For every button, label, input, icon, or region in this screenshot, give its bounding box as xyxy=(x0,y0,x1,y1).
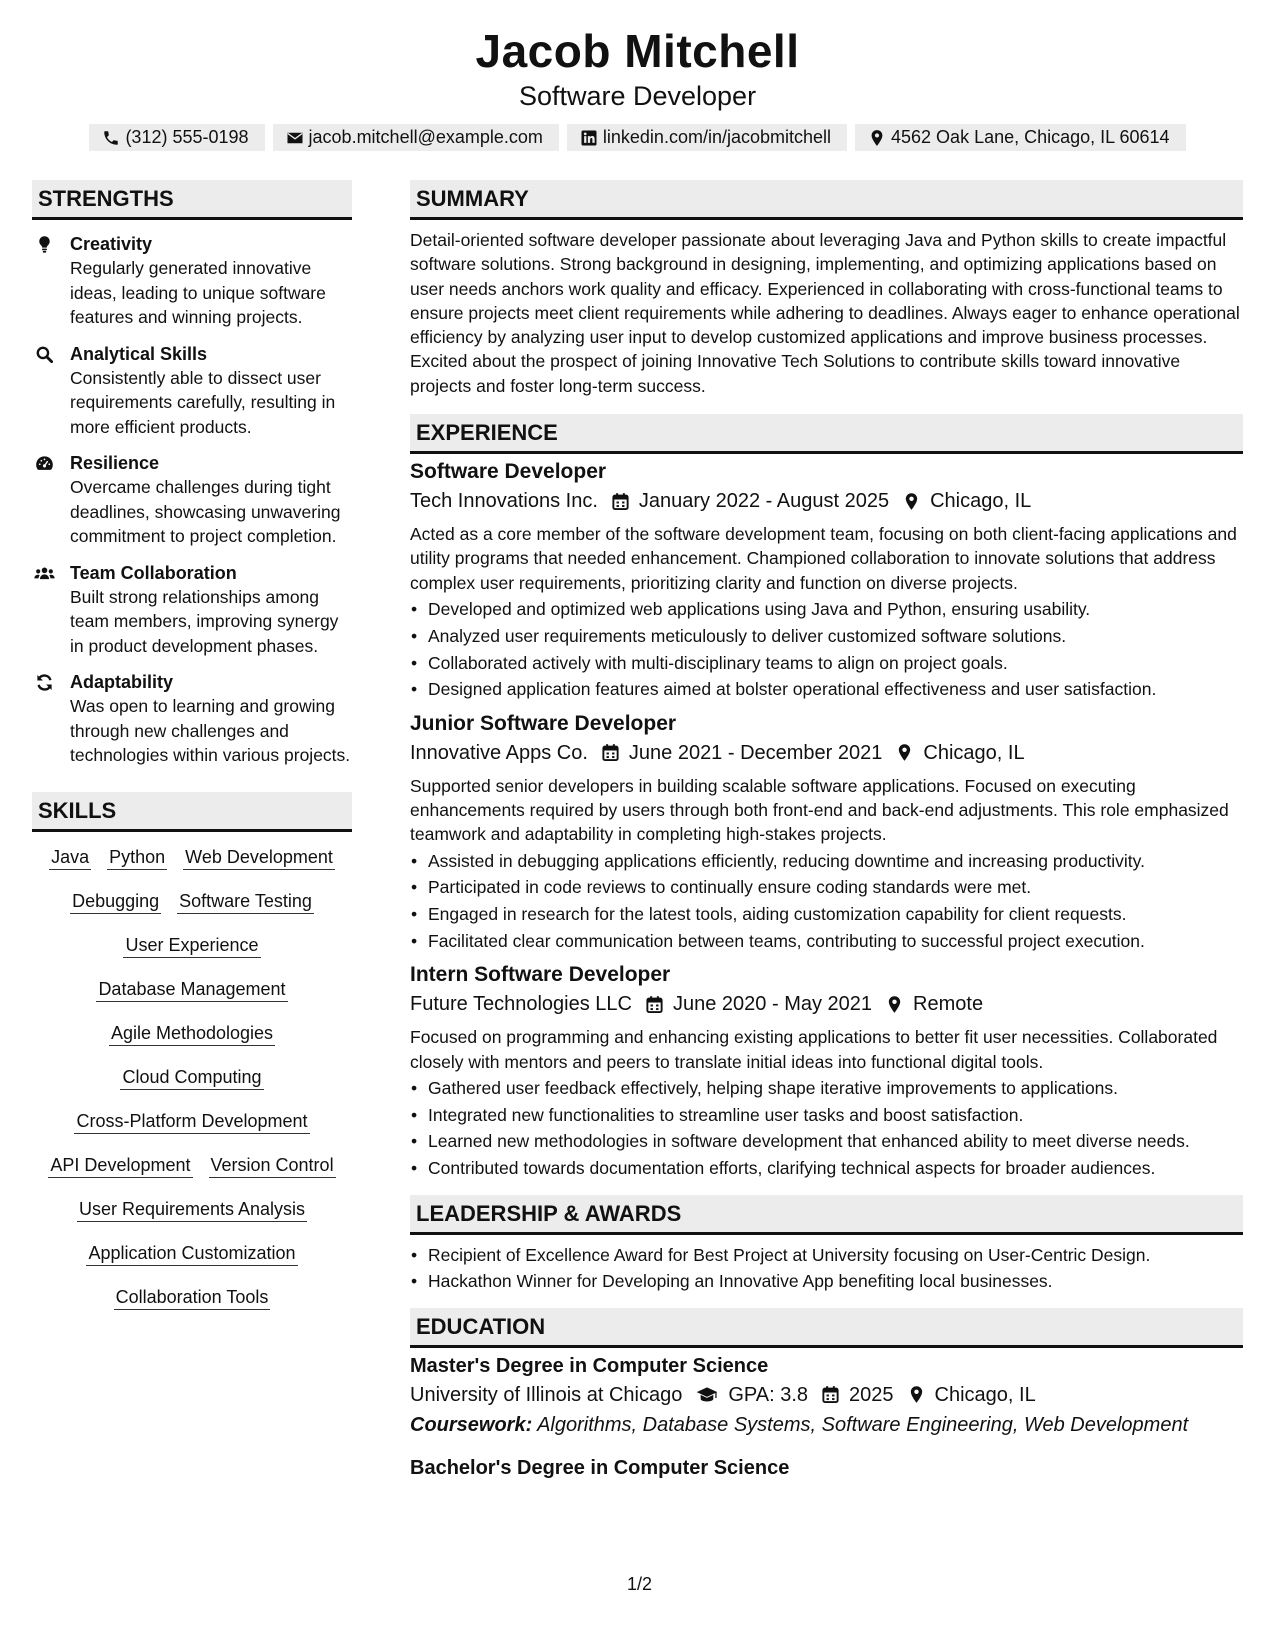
job-description: Acted as a core member of the software development team, focusing on both client-facing applications and utility programs that needed enhancement. Championed collaboration to innovate solutions that address complex user requirements, prioritizing clarity and function on diverse projects. xyxy=(410,524,1237,593)
linkedin-icon xyxy=(580,129,598,147)
phone-text: (312) 555-0198 xyxy=(125,127,249,147)
candidate-title: Software Developer xyxy=(518,81,757,111)
award-item: • Hackathon Winner for Developing an Innovative App benefiting local businesses. xyxy=(410,1269,1243,1293)
resume-header xyxy=(0,0,1275,151)
gpa: GPA: 3.8 xyxy=(728,1383,809,1406)
job-bullet: • Designed application features aimed at bolster operational effectiveness and user satisfaction. xyxy=(410,677,1243,701)
skill-tag: Application Customization xyxy=(86,1242,297,1266)
coursework-list: Algorithms, Database Systems, Software Engineering, Web Development xyxy=(537,1413,1189,1436)
phone-icon xyxy=(102,129,120,147)
page-number: 1/2 xyxy=(627,1574,653,1594)
job-bullet: • Participated in code reviews to continually ensure coding standards were met. xyxy=(410,875,1243,899)
skill-tag: Database Management xyxy=(96,978,287,1002)
map-pin-icon xyxy=(885,995,904,1014)
contact-email[interactable] xyxy=(273,124,559,151)
job-title: Intern Software Developer xyxy=(410,963,671,987)
strength-desc: Consistently able to dissect user requirements carefully, resulting in more efficient products. xyxy=(70,367,336,437)
education-entry xyxy=(410,1352,1243,1440)
map-pin-icon xyxy=(895,743,914,762)
strengths-heading: STRENGTHS xyxy=(32,180,352,220)
summary-text: Detail-oriented software developer passionate about leveraging Java and Python skills to create impactful software solutions. Strong background in designing, implementing, and optimizing applications based on user needs anchors work quality and efficacy. Experienced in collaborating with cross-functional teams to ensure projects meet client requirements while adhering to deadlines. Always eager to enhance operational efficiency by analyzing user input to develop customized applications and improve business processes. Excited about the prospect of joining Innovative Tech Solutions to contribute skills toward innovative projects and foster long-term success. xyxy=(410,230,1240,396)
job-company: Future Technologies LLC xyxy=(410,993,632,1016)
degree-title: Bachelor's Degree in Computer Science xyxy=(410,1456,790,1479)
calendar-icon xyxy=(611,492,630,511)
skill-tag: Python xyxy=(107,846,167,870)
right-column xyxy=(410,180,1243,1482)
left-column xyxy=(32,180,352,1330)
job-bullet: • Developed and optimized web applications using Java and Python, ensuring usability. xyxy=(410,597,1243,621)
skill-tag: Java xyxy=(49,846,91,870)
education-meta xyxy=(410,1380,1243,1410)
skill-tag: User Experience xyxy=(123,934,260,958)
lightbulb-icon xyxy=(34,235,55,254)
job-company: Tech Innovations Inc. xyxy=(410,490,598,513)
job-bullet: • Analyzed user requirements meticulously to deliver customized software solutions. xyxy=(410,624,1243,648)
education-heading: EDUCATION xyxy=(410,1308,1243,1348)
strength-desc: Was open to learning and growing through new challenges and technologies within various projects. xyxy=(70,696,351,765)
experience-heading: EXPERIENCE xyxy=(410,414,1243,454)
contact-phone xyxy=(89,124,264,151)
coursework-label: Coursework: xyxy=(410,1413,533,1436)
address-text: 4562 Oak Lane, Chicago, IL 60614 xyxy=(891,127,1170,147)
job-bullet: • Engaged in research for the latest tools, aiding customization capability for client requests. xyxy=(410,902,1243,926)
award-item: • Recipient of Excellence Award for Best Project at University focusing on User-Centric Design. xyxy=(410,1243,1243,1267)
users-icon xyxy=(34,564,55,583)
job-entry xyxy=(410,710,1243,954)
coursework xyxy=(410,1410,1243,1440)
gauge-icon xyxy=(34,454,55,473)
skill-tag: Collaboration Tools xyxy=(114,1286,271,1310)
job-entry xyxy=(410,961,1243,1180)
strength-title: Adaptability xyxy=(70,672,174,692)
calendar-icon xyxy=(601,743,620,762)
skill-tag: Agile Methodologies xyxy=(109,1022,275,1046)
strength-desc: Regularly generated innovative ideas, leading to unique software features and winning projects. xyxy=(70,258,326,327)
search-icon xyxy=(34,345,55,364)
job-bullet: • Gathered user feedback effectively, helping shape iterative improvements to applications. xyxy=(410,1076,1243,1100)
skill-tag: API Development xyxy=(48,1154,192,1178)
map-pin-icon xyxy=(868,129,886,147)
skills-heading: SKILLS xyxy=(32,792,352,832)
job-description: Focused on programming and enhancing existing applications to better fit user necessities. Collaborated closely with mentors and peers to translate initial ideas into functional digital tools. xyxy=(410,1027,1218,1072)
skill-tag: Cross-Platform Development xyxy=(74,1110,309,1134)
school-location: Chicago, IL xyxy=(934,1383,1036,1406)
job-title: Software Developer xyxy=(410,460,607,484)
graduation-year: 2025 xyxy=(849,1383,894,1406)
skill-tag: Cloud Computing xyxy=(120,1066,263,1090)
skill-tag: User Requirements Analysis xyxy=(77,1198,307,1222)
job-dates: June 2020 - May 2021 xyxy=(673,993,873,1016)
summary-heading: SUMMARY xyxy=(410,180,1243,220)
job-bullets xyxy=(410,849,1243,954)
job-bullet: • Integrated new functionalities to streamline user tasks and boost satisfaction. xyxy=(410,1103,1243,1127)
job-bullet: • Contributed towards documentation efforts, clarifying technical aspects for broader audiences. xyxy=(410,1156,1243,1180)
strength-desc: Overcame challenges during tight deadlines, showcasing unwavering commitment to project completion. xyxy=(70,477,341,546)
awards-heading: LEADERSHIP & AWARDS xyxy=(410,1195,1243,1235)
contact-linkedin[interactable] xyxy=(567,124,847,151)
skill-tag: Version Control xyxy=(209,1154,336,1178)
skill-tag: Debugging xyxy=(70,890,161,914)
strength-title: Resilience xyxy=(70,453,160,473)
job-meta xyxy=(410,989,1243,1019)
job-bullet: • Learned new methodologies in software development that enhanced ability to meet diverse needs. xyxy=(410,1129,1243,1153)
skills-list xyxy=(32,846,352,1310)
job-location: Chicago, IL xyxy=(923,741,1025,764)
strength-title: Team Collaboration xyxy=(70,562,237,583)
map-pin-icon xyxy=(902,492,921,511)
degree-title: Master's Degree in Computer Science xyxy=(410,1354,769,1377)
contact-bar xyxy=(0,124,1275,151)
job-bullet: • Assisted in debugging applications efficiently, reducing downtime and increasing productivity. xyxy=(410,849,1243,873)
skill-tag: Software Testing xyxy=(177,890,314,914)
strength-item xyxy=(32,561,352,659)
job-description: Supported senior developers in building scalable software applications. Focused on executing enhancements required by users through both front-end and back-end adjustments. This role emphasized teamwork and adaptability in completing high-stakes projects. xyxy=(410,775,1229,845)
candidate-name: Jacob Mitchell xyxy=(475,25,800,77)
job-location: Remote xyxy=(913,993,984,1016)
job-bullet: • Collaborated actively with multi-disciplinary teams to align on project goals. xyxy=(410,651,1243,675)
education-entry xyxy=(410,1454,1243,1482)
strength-item xyxy=(32,342,352,440)
strength-item xyxy=(32,232,352,330)
strength-item xyxy=(32,670,352,768)
calendar-icon xyxy=(645,995,664,1014)
job-bullet: • Facilitated clear communication between teams, contributing to successful project execution. xyxy=(410,929,1243,953)
job-dates: June 2021 - December 2021 xyxy=(628,741,883,764)
envelope-icon xyxy=(286,129,304,147)
strength-title: Creativity xyxy=(70,234,153,254)
email-text: jacob.mitchell@example.com xyxy=(308,127,543,147)
job-meta xyxy=(410,486,1243,516)
map-pin-icon xyxy=(907,1385,926,1404)
job-company: Innovative Apps Co. xyxy=(410,741,588,764)
skill-tag: Web Development xyxy=(183,846,335,870)
strength-title: Analytical Skills xyxy=(70,343,208,364)
school-name: University of Illinois at Chicago xyxy=(410,1383,683,1406)
job-entry xyxy=(410,458,1243,702)
job-location: Chicago, IL xyxy=(930,490,1032,513)
job-bullets xyxy=(410,1076,1243,1181)
strength-item xyxy=(32,451,352,549)
sync-icon xyxy=(34,673,55,692)
awards-list xyxy=(410,1243,1243,1294)
linkedin-text: linkedin.com/in/jacobmitchell xyxy=(602,127,832,147)
calendar-icon xyxy=(821,1385,840,1404)
job-title: Junior Software Developer xyxy=(410,711,677,735)
graduation-cap-icon xyxy=(695,1385,719,1404)
job-dates: January 2022 - August 2025 xyxy=(638,490,890,513)
job-bullets xyxy=(410,597,1243,702)
job-meta xyxy=(410,738,1243,768)
contact-address xyxy=(855,124,1186,151)
strength-desc: Built strong relationships among team members, improving synergy in product development phases. xyxy=(70,586,339,656)
